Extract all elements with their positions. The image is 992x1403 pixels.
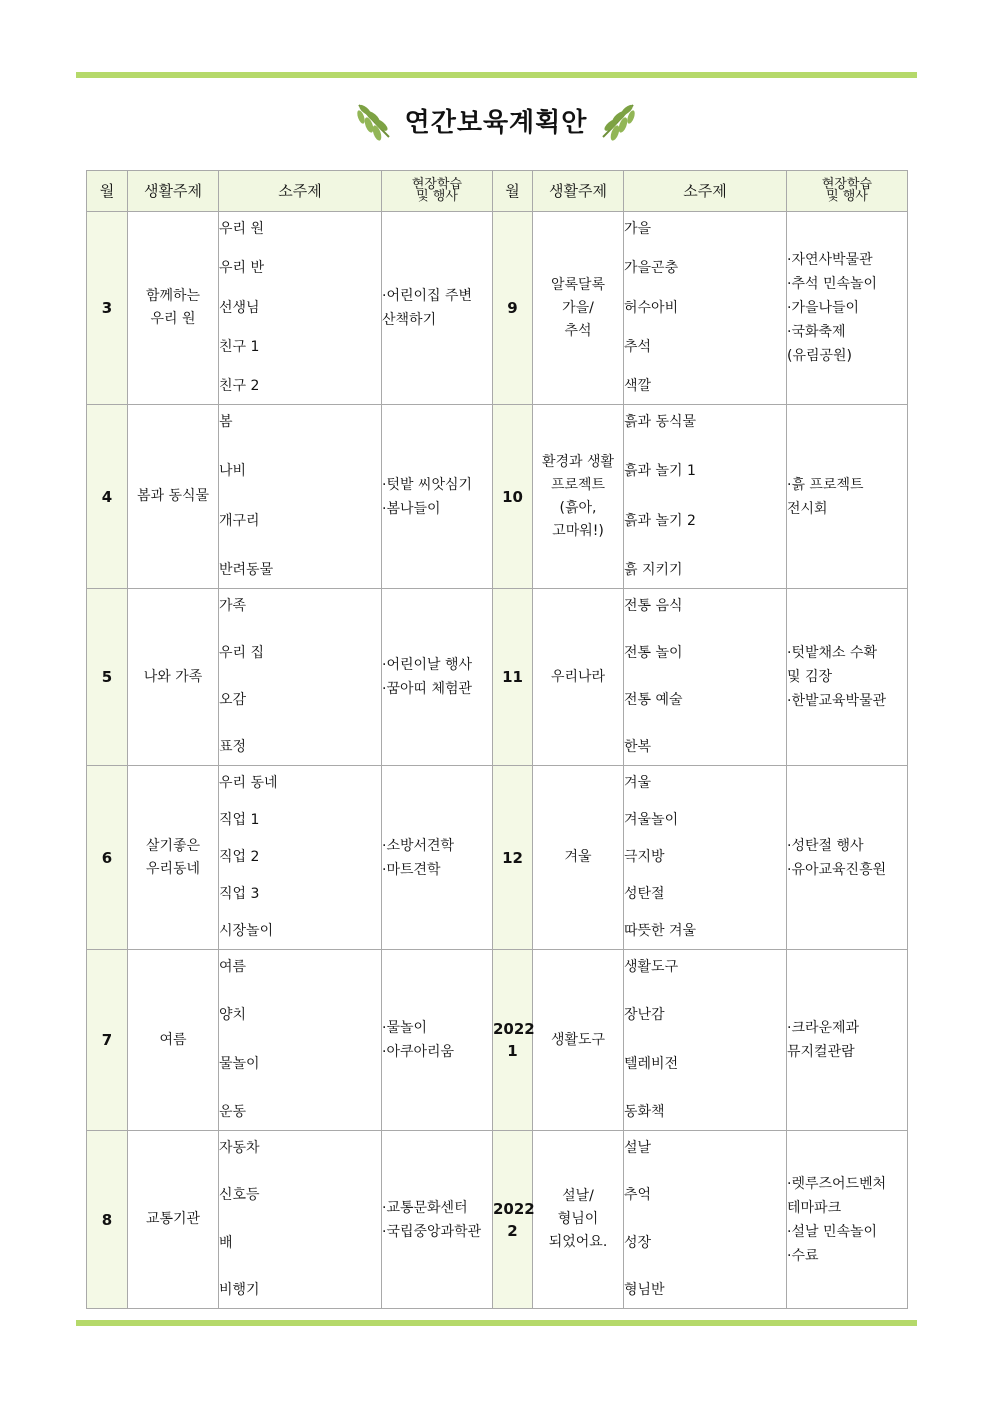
subtopic-item: 전통 놀이 (624, 645, 683, 661)
subtopic-item: 추석 (624, 338, 652, 355)
top-rule (76, 72, 917, 78)
subtopic-item: 텔레비전 (624, 1055, 679, 1072)
field-trip-cell (787, 405, 908, 589)
subtopic-item: 봄 (219, 414, 233, 430)
subtopic-cell (624, 212, 787, 405)
subtopic-item: 흙 지키기 (624, 561, 683, 578)
month-label: 7 (101, 1031, 113, 1049)
subtopic-item: 가을 (624, 221, 652, 237)
subtopic-item: 색깔 (624, 378, 652, 394)
subtopic-item: 물놀이 (219, 1055, 260, 1072)
table-row (87, 589, 908, 766)
table-row (87, 766, 908, 950)
life-theme-cell (533, 589, 624, 766)
subtopic-item: 개구리 (219, 512, 260, 529)
month-label: 4 (101, 487, 113, 506)
field-trip-cell (382, 589, 493, 766)
subtopic-item: 가족 (219, 598, 247, 614)
month-cell (87, 405, 128, 589)
subtopic-cell (219, 766, 382, 950)
subtopic-item: 허수아비 (624, 299, 679, 316)
month-label: 9 (507, 299, 518, 317)
subtopic-item: 우리 원 (219, 221, 265, 237)
field-trip-cell (787, 589, 908, 766)
laurel-right-icon (597, 97, 643, 143)
life-theme-label: 우리나라 (550, 668, 606, 685)
subtopic-item: 전통 예술 (624, 692, 683, 708)
subtopic-cell (219, 1131, 382, 1309)
life-theme-label: 설날/ 형님이 되었어요. (548, 1188, 608, 1250)
subtopic-item: 겨울 (624, 775, 652, 791)
subtopic-item: 양치 (219, 1007, 247, 1024)
subtopic-item: 직업 2 (219, 849, 260, 865)
field-trip-item: ·마트견학 (382, 861, 441, 878)
month-label: 5 (101, 668, 113, 686)
laurel-left-icon (349, 97, 395, 143)
subtopic-item: 성탄절 (624, 886, 665, 902)
life-theme-label: 환경과 생활 프로젝트 (흙아, 고마워!) (541, 453, 615, 539)
table-row (87, 950, 908, 1131)
subtopic-item: 형님반 (624, 1281, 665, 1298)
life-theme-label: 교통기관 (145, 1211, 201, 1227)
life-theme-label: 나와 가족 (143, 668, 203, 685)
field-trip-cell (382, 212, 493, 405)
subtopic-item: 흙과 놀기 2 (624, 512, 696, 529)
field-trip-item: ·자연사박물관 (787, 252, 873, 268)
life-theme-cell (533, 405, 624, 589)
month-label: 11 (502, 668, 523, 686)
subtopic-item: 배 (219, 1234, 233, 1251)
life-theme-cell (128, 766, 219, 950)
subtopic-item: 장난감 (624, 1007, 665, 1024)
month-cell (87, 766, 128, 950)
field-trip-item: ·가을나들이 (787, 300, 860, 316)
field-trip-item: ·렛루즈어드벤처 테마파크 (787, 1175, 887, 1216)
field-trip-item: ·한밭교육박물관 (787, 693, 887, 709)
subtopic-item: 운동 (219, 1103, 247, 1120)
subtopic-item: 우리 집 (219, 645, 265, 661)
life-theme-cell (128, 950, 219, 1131)
month-cell (87, 950, 128, 1131)
subtopic-cell (219, 950, 382, 1131)
life-theme-cell (128, 589, 219, 766)
subtopic-item: 시장놀이 (219, 923, 274, 939)
life-theme-label: 생활도구 (550, 1031, 606, 1048)
header-field-trip: 현장학습 및 행사 (787, 171, 908, 212)
subtopic-item: 따뜻한 겨울 (624, 923, 697, 939)
subtopic-cell (624, 766, 787, 950)
subtopic-item: 우리 동네 (219, 775, 278, 791)
field-trip-item: ·꿈아띠 체험관 (382, 681, 473, 697)
subtopic-item: 설날 (624, 1140, 652, 1156)
subtopic-item: 직업 1 (219, 812, 260, 828)
month-label: 10 (502, 487, 523, 506)
subtopic-cell (624, 1131, 787, 1309)
header-field-trip: 현장학습 및 행사 (382, 171, 493, 212)
life-theme-cell (533, 766, 624, 950)
field-trip-item: ·어린이집 주변 산책하기 (382, 288, 473, 328)
field-trip-cell (787, 1131, 908, 1309)
field-trip-item: ·수료 (787, 1247, 819, 1264)
header-subtopic: 소주제 (624, 171, 787, 212)
subtopic-item: 직업 3 (219, 886, 260, 902)
subtopic-cell (219, 405, 382, 589)
month-cell (493, 212, 533, 405)
field-trip-item: ·소방서견학 (382, 837, 455, 854)
field-trip-item: ·텃밭 씨앗심기 (382, 476, 473, 493)
subtopic-cell (219, 212, 382, 405)
month-cell (493, 766, 533, 950)
subtopic-item: 오감 (219, 692, 247, 708)
subtopic-item: 여름 (219, 959, 247, 975)
month-label: 2022 2 (493, 1199, 535, 1240)
month-cell (87, 1131, 128, 1309)
field-trip-cell (382, 950, 493, 1131)
field-trip-item: ·텃밭채소 수확 및 김장 (787, 645, 878, 685)
month-label: 6 (101, 848, 113, 867)
header-row (87, 171, 908, 212)
bottom-rule (76, 1320, 917, 1326)
field-trip-item: ·교통문화센터 (382, 1199, 468, 1216)
header-month: 월 (493, 171, 533, 212)
life-theme-cell (533, 950, 624, 1131)
subtopic-cell (624, 950, 787, 1131)
life-theme-label: 살기좋은 우리동네 (145, 837, 201, 877)
subtopic-item: 흙과 놀기 1 (624, 463, 696, 480)
subtopic-item: 친구 2 (219, 378, 260, 394)
annual-plan-table (86, 170, 908, 1309)
field-trip-item: ·물놀이 (382, 1020, 428, 1036)
life-theme-cell (533, 212, 624, 405)
month-cell (87, 212, 128, 405)
header-life-theme: 생활주제 (128, 171, 219, 212)
month-cell (87, 589, 128, 766)
field-trip-item: ·국화축제 (유림공원) (787, 324, 853, 364)
life-theme-label: 알록달록 가을/ 추석 (550, 276, 606, 339)
month-label: 8 (101, 1210, 113, 1229)
field-trip-item: ·성탄절 행사 (787, 837, 864, 854)
field-trip-cell (787, 766, 908, 950)
table-row (87, 1131, 908, 1309)
title-area (0, 92, 992, 148)
field-trip-item: ·흙 프로젝트 전시회 (787, 476, 864, 517)
subtopic-cell (219, 589, 382, 766)
month-cell (493, 1131, 533, 1309)
month-label: 2022 1 (493, 1020, 535, 1060)
field-trip-item: ·어린이날 행사 (382, 657, 473, 673)
subtopic-item: 흙과 동식물 (624, 414, 697, 430)
field-trip-item: ·봄나들이 (382, 500, 441, 517)
header-subtopic: 소주제 (219, 171, 382, 212)
field-trip-item: ·아쿠아리움 (382, 1044, 455, 1060)
life-theme-cell (128, 405, 219, 589)
field-trip-cell (382, 1131, 493, 1309)
subtopic-item: 극지방 (624, 849, 665, 865)
month-label: 3 (101, 299, 113, 317)
subtopic-item: 신호등 (219, 1187, 260, 1204)
subtopic-item: 반려동물 (219, 561, 274, 578)
subtopic-item: 동화책 (624, 1103, 665, 1120)
field-trip-cell (382, 405, 493, 589)
life-theme-label: 여름 (159, 1031, 187, 1048)
month-cell (493, 950, 533, 1131)
life-theme-cell (128, 212, 219, 405)
subtopic-item: 나비 (219, 463, 247, 480)
field-trip-item: ·설날 민속놀이 (787, 1223, 878, 1240)
subtopic-item: 전통 음식 (624, 598, 683, 614)
subtopic-item: 우리 반 (219, 260, 265, 277)
subtopic-item: 친구 1 (219, 338, 260, 355)
subtopic-item: 자동차 (219, 1140, 260, 1156)
month-label: 12 (502, 848, 523, 867)
page-title: 연간보육계획안 (404, 107, 588, 138)
field-trip-item: ·추석 민속놀이 (787, 276, 878, 292)
subtopic-item: 비행기 (219, 1281, 260, 1298)
subtopic-cell (624, 405, 787, 589)
field-trip-item: ·국립중앙과학관 (382, 1223, 482, 1240)
subtopic-item: 선생님 (219, 299, 260, 316)
field-trip-item: ·크라운제과 뮤지컬관람 (787, 1020, 860, 1060)
table-row (87, 212, 908, 405)
month-cell (493, 589, 533, 766)
subtopic-item: 성장 (624, 1234, 652, 1251)
field-trip-cell (382, 766, 493, 950)
subtopic-item: 추억 (624, 1187, 652, 1204)
header-life-theme: 생활주제 (533, 171, 624, 212)
life-theme-cell (128, 1131, 219, 1309)
table-row (87, 405, 908, 589)
life-theme-label: 함께하는 우리 원 (145, 288, 201, 327)
life-theme-label: 봄과 동식물 (136, 488, 210, 504)
subtopic-item: 한복 (624, 739, 652, 755)
month-cell (493, 405, 533, 589)
subtopic-item: 표정 (219, 739, 247, 755)
life-theme-label: 겨울 (564, 849, 592, 865)
field-trip-cell (787, 950, 908, 1131)
subtopic-item: 가을곤충 (624, 260, 679, 277)
header-month: 월 (87, 171, 128, 212)
field-trip-item: ·유아교육진흥원 (787, 861, 887, 878)
life-theme-cell (533, 1131, 624, 1309)
subtopic-item: 생활도구 (624, 959, 679, 975)
field-trip-cell (787, 212, 908, 405)
subtopic-cell (624, 589, 787, 766)
subtopic-item: 겨울놀이 (624, 812, 679, 828)
